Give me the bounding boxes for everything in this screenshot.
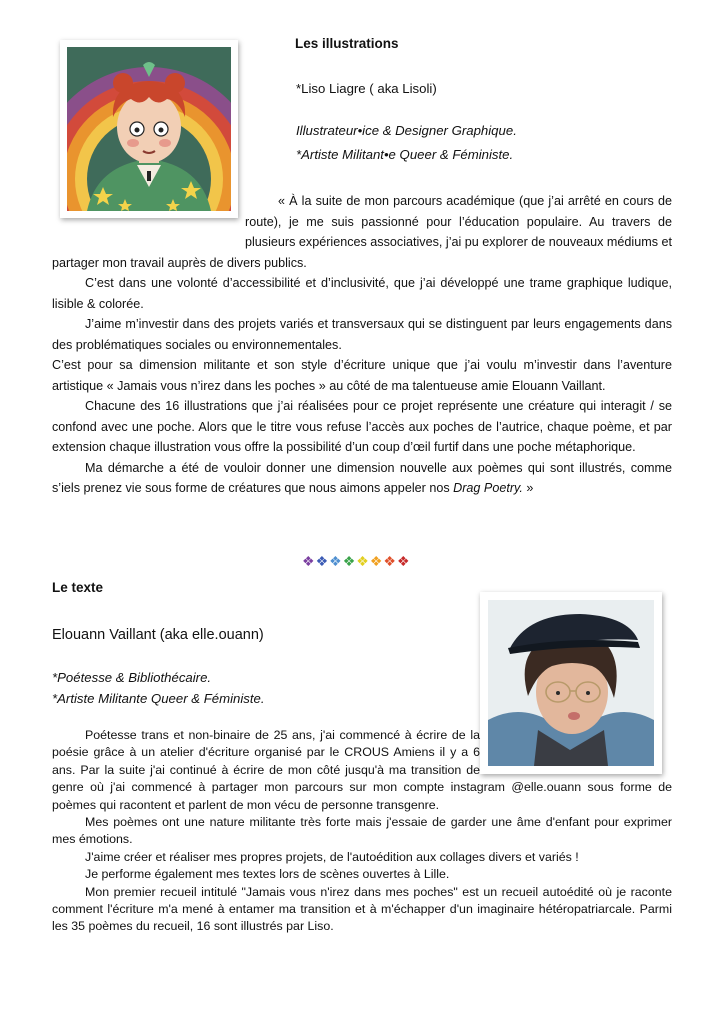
texte-body — [52, 727, 672, 936]
illustrations-paragraph: « À la suite de mon parcours académique (que j’ai arrêté en cours de route), je me suis passionné pour l’éducation populaire. Au travers de plusieurs expériences associatives, j’ai pu explorer de nouveaux médiums et partager mon travail auprès de divers publics. — [52, 194, 673, 270]
separator-diamond: ❖ — [356, 553, 370, 569]
illustration-portrait-image — [67, 47, 231, 211]
illustrations-paragraph-last — [52, 458, 672, 499]
drag-poetry-term: Drag Poetry. — [453, 481, 523, 495]
illustrations-float-spacer — [52, 191, 245, 252]
artist-name: *Liso Liagre ( aka Lisoli) — [296, 81, 437, 96]
texte-heading: Le texte — [52, 580, 104, 595]
separator-diamond: ❖ — [329, 553, 343, 569]
texte-paragraph: Poétesse trans et non-binaire de 25 ans, j'ai commencé à écrire de la poésie grâce à un atelier d'écriture organisé par le CROUS Amiens il y a 6 ans. Par la suite j'ai continué à écrire de mon côté jusqu'à ma transition de genre où j'ai commencé à partager mon parcours sur mon compte instagram @elle.ouann sous forme de poèmes qui racontent et parlent de mon vécu de personne transgenre. — [52, 728, 672, 812]
artist-role-2: *Artiste Militant•e Queer & Féministe. — [296, 147, 514, 162]
section-separator — [302, 553, 411, 570]
texte-paragraph: J'aime créer et réaliser mes propres projets, de l'autoédition aux collages divers et variés ! — [85, 849, 579, 864]
separator-diamond: ❖ — [396, 553, 411, 569]
illustrations-paragraph: C’est dans une volonté d’accessibilité et d’inclusivité, que j’ai développé une trame graphique ludique, lisible & colorée. — [52, 276, 672, 311]
closing-quote: » — [522, 481, 534, 495]
separator-diamond: ❖ — [302, 553, 316, 569]
illustrations-paragraph: J’aime m’investir dans des projets variés et transversaux qui se distinguent par leurs engagements dans des problématiques sociales ou environnementales. — [52, 317, 672, 352]
illustrations-heading: Les illustrations — [295, 36, 399, 51]
separator-diamond: ❖ — [383, 553, 397, 569]
separator-diamond: ❖ — [315, 553, 330, 569]
illustrations-paragraph-text: Ma démarche a été de vouloir donner une dimension nouvelle aux poèmes qui sont illustrés, comme s’iels prenez vie sous forme de créatures que nous aimons appeler nos — [52, 460, 672, 495]
separator-diamond: ❖ — [342, 553, 357, 569]
texte-paragraph: Mon premier recueil intitulé "Jamais vous n'irez dans mes poches" est un recueil autoédité où je raconte comment l'écriture m'a mené à entamer ma transition et à m'échapper d'un imaginaire hétéropatriarcale. Parmi les 35 poèmes du recueil, 16 sont illustrés par Liso. — [52, 884, 672, 934]
illustrations-paragraph: C’est pour sa dimension militante et son style d’écriture unique que j’ai voulu m’investir dans l’aventure artistique « Jamais vous n’irez dans les poches » au côté de ma talentueuse amie Elouann Vaillant. — [52, 358, 672, 393]
illustrations-paragraph: Chacune des 16 illustrations que j’ai réalisées pour ce projet représente une créature qui interagit / se confond avec une poche. Alors que le titre vous refuse l’accès aux poches de l’autrice, chaque poème, et par extension chaque illustration vous offre la possibilité d’un coup d’œil furtif dans une poche métaphorique. — [52, 399, 672, 454]
artist-role-1: Illustrateur•ice & Designer Graphique. — [296, 123, 517, 138]
author-name: Elouann Vaillant (aka elle.ouann) — [52, 627, 264, 643]
texte-paragraph: Mes poèmes ont une nature militante très forte mais j'essaie de garder une âme d'enfant pour exprimer mes émotions. — [52, 815, 672, 847]
separator-diamond: ❖ — [369, 553, 384, 569]
author-role-1: *Poétesse & Bibliothécaire. — [52, 670, 212, 685]
author-role-2: *Artiste Militante Queer & Féministe. — [52, 691, 265, 706]
illustrations-body — [52, 191, 672, 499]
texte-float-spacer — [480, 727, 672, 779]
texte-paragraph: Je performe également mes textes lors de scènes ouvertes à Lille. — [85, 867, 450, 882]
